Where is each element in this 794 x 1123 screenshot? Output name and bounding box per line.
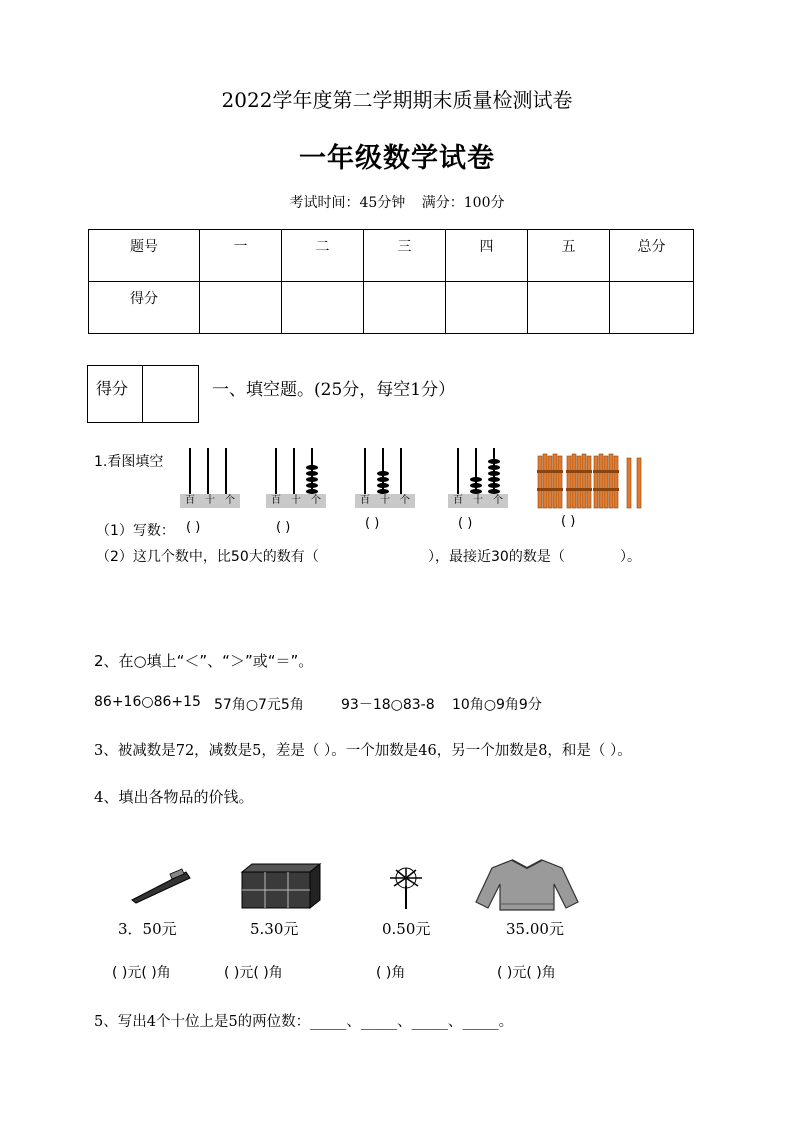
abacus-label: 百 — [453, 495, 463, 506]
sweater-icon — [474, 858, 580, 912]
price-answer-blank[interactable]: ( )元( )角 — [112, 965, 171, 981]
score-table-cell: 题号 — [89, 230, 200, 282]
abacus-label: 个 — [493, 495, 503, 506]
section-score-label: 得分 — [88, 366, 143, 422]
exam-info — [0, 192, 794, 212]
exam-time: 考试时间：45分钟 — [289, 195, 406, 211]
q1-sub2-part3: ）。 — [620, 549, 641, 565]
q2-item[interactable]: 10角○9角9分 — [452, 697, 542, 713]
q2-item[interactable]: 57角○7元5角 — [214, 697, 304, 713]
price-label: 5.30元 — [250, 920, 299, 938]
full-score: 满分：100分 — [421, 195, 505, 211]
score-row-label: 得分 — [89, 282, 200, 334]
section-score-input[interactable] — [144, 366, 198, 422]
q2-title: 2、在○填上“＜”、“＞”或“＝”。 — [94, 652, 314, 670]
answer-blank[interactable]: ( ) — [276, 520, 291, 535]
toothbrush-icon — [130, 866, 192, 904]
abacus-2 — [266, 448, 336, 514]
stick-bundles-icon — [536, 452, 648, 510]
score-table-header-row — [89, 230, 694, 282]
price-answer-blank[interactable]: ( )角 — [376, 965, 406, 981]
score-input-cell[interactable] — [446, 282, 528, 334]
answer-blank[interactable]: ( ) — [186, 520, 201, 535]
abacus-label: 十 — [291, 495, 301, 506]
q2-item[interactable]: 86+16○86+15 — [94, 694, 201, 710]
q3-text: 3、被减数是72，减数是5，差是（ ）。一个加数是46，另一个加数是8，和是（ ）。 — [94, 743, 632, 759]
abacus-label: 十 — [380, 495, 390, 506]
answer-blank[interactable]: ( ) — [458, 516, 473, 531]
q1-sub2-part1: （2）这几个数中，比50大的数有（ — [96, 549, 319, 565]
score-table-score-row — [89, 282, 694, 334]
lollipop-icon — [384, 866, 428, 910]
score-table-cell: 四 — [446, 230, 528, 282]
score-input-cell[interactable] — [200, 282, 282, 334]
section1-title: 一、填空题。(25分，每空1分） — [212, 380, 456, 400]
score-input-cell[interactable] — [528, 282, 610, 334]
score-input-cell[interactable] — [610, 282, 694, 334]
score-table-cell: 一 — [200, 230, 282, 282]
score-table — [88, 229, 694, 334]
score-table-cell: 五 — [528, 230, 610, 282]
score-input-cell[interactable] — [364, 282, 446, 334]
abacus-label: 百 — [271, 495, 281, 506]
q4-title: 4、填出各物品的价钱。 — [94, 788, 254, 806]
paper-title: 一年级数学试卷 — [299, 143, 495, 174]
price-label: 3．50元 — [118, 920, 177, 938]
price-label: 35.00元 — [506, 920, 564, 938]
abacus-3 — [355, 448, 425, 514]
price-answer-blank[interactable]: ( )元( )角 — [224, 965, 283, 981]
score-table-cell: 二 — [282, 230, 364, 282]
abacus-label: 百 — [360, 495, 370, 506]
q1-sub2-part2: ），最接近30的数是（ — [428, 549, 565, 565]
section-score-box — [87, 365, 199, 423]
box-icon — [238, 862, 322, 910]
answer-blank[interactable]: ( ) — [365, 516, 380, 531]
abacus-label: 十 — [473, 495, 483, 506]
score-input-cell[interactable] — [282, 282, 364, 334]
price-label: 0.50元 — [382, 920, 431, 938]
q1-title: 1.看图填空 — [94, 454, 164, 470]
price-answer-blank[interactable]: ( )元( )角 — [497, 965, 556, 981]
q5-text: 5、写出4个十位上是5的两位数：_____、_____、_____、_____。 — [94, 1014, 514, 1030]
exam-title: 2022学年度第二学期期末质量检测试卷 — [221, 88, 573, 112]
abacus-1 — [180, 448, 250, 514]
abacus-label: 个 — [311, 495, 321, 506]
q2-item[interactable]: 93－18○83-8 — [341, 697, 435, 713]
q1-sub1-label: （1）写数： — [96, 523, 175, 539]
abacus-label: 个 — [225, 495, 235, 506]
abacus-label: 个 — [400, 495, 410, 506]
score-table-cell: 总分 — [610, 230, 694, 282]
abacus-4 — [448, 448, 518, 514]
abacus-label: 百 — [185, 495, 195, 506]
answer-blank[interactable]: ( ) — [561, 514, 576, 529]
score-table-cell: 三 — [364, 230, 446, 282]
abacus-label: 十 — [205, 495, 215, 506]
